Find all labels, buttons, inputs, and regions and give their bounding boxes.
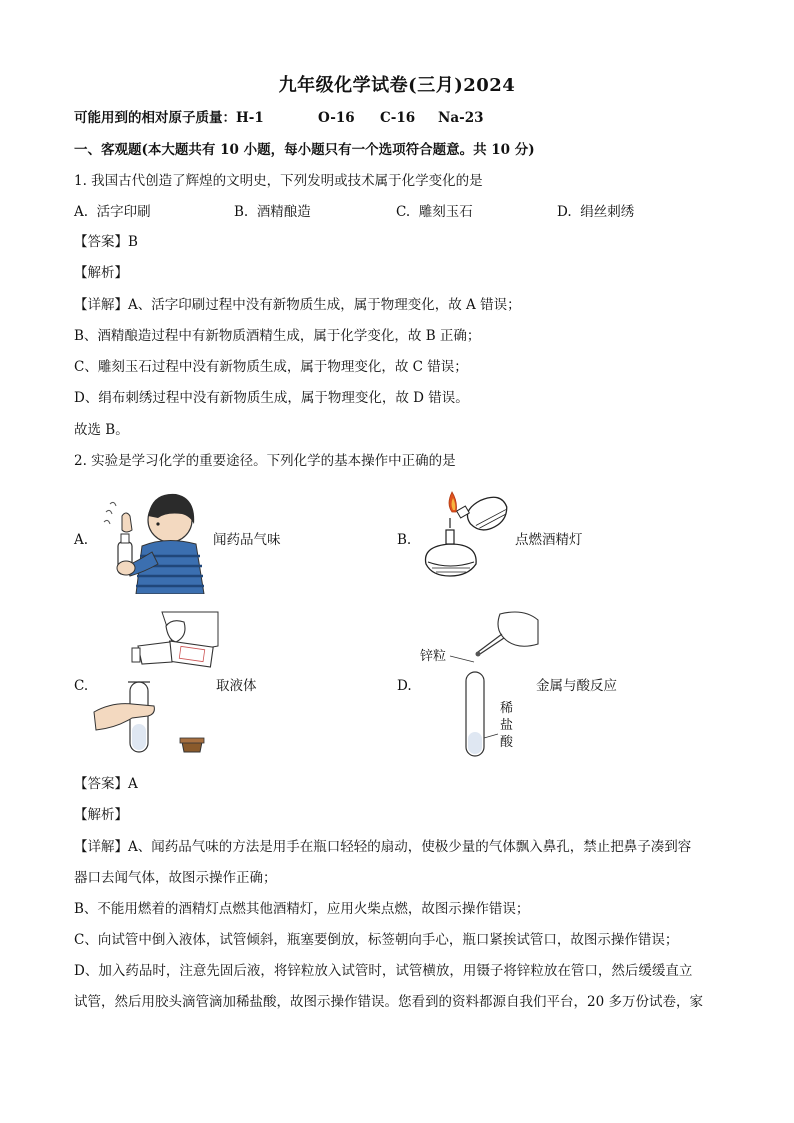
q2-option-b-caption: 点燃酒精灯 bbox=[515, 532, 583, 548]
q2-detail-line: B、不能用燃着的酒精灯点燃其他酒精灯，应用火柴点燃，故图示操作错误； bbox=[74, 901, 530, 917]
q2-analysis-label: 【解析】 bbox=[74, 807, 128, 823]
atomic-mass-c: C-16 bbox=[380, 110, 416, 126]
q2-option-d-letter: D. bbox=[397, 678, 412, 694]
q2-option-a-caption: 闻药品气味 bbox=[213, 532, 281, 548]
page-title: 九年级化学试卷(三月)2024 bbox=[278, 75, 516, 96]
q2-detail-line: D、加入药品时，注意先固后液，将锌粒放入试管时，试管横放，用镊子将锌粒放在管口，然后缓缓直立 bbox=[74, 963, 693, 979]
q1-detail-line: 【详解】A、活字印刷过程中没有新物质生成，属于物理变化，故 A 错误； bbox=[74, 297, 521, 313]
pouring-liquid-illustration bbox=[92, 606, 222, 766]
q2-stem: 2. 实验是学习化学的重要途径。下列化学的基本操作中正确的是 bbox=[74, 453, 456, 469]
q2-detail-line: 【详解】A、闻药品气味的方法是用手在瓶口轻轻的扇动，使极少量的气体飘入鼻孔，禁止把鼻子凑到容 bbox=[74, 839, 692, 855]
zinc-label: 锌粒 bbox=[420, 649, 447, 664]
q1-answer: 【答案】B bbox=[74, 234, 138, 250]
acid-label-char: 酸 bbox=[500, 735, 514, 750]
alcohol-lamp-illustration bbox=[412, 488, 520, 586]
q1-option-c: C. 雕刻玉石 bbox=[396, 204, 473, 220]
q1-analysis-label: 【解析】 bbox=[74, 265, 128, 281]
section-heading: 一、客观题(本大题共有 10 小题，每小题只有一个选项符合题意。共 10 分) bbox=[74, 142, 535, 158]
q2-option-b-letter: B. bbox=[397, 532, 412, 548]
acid-label-char: 稀 bbox=[500, 701, 514, 716]
q2-detail-line: 试管，然后用胶头滴管滴加稀盐酸，故图示操作错误。您看到的资料都源自我们平台，20 多万份试卷，家 bbox=[74, 994, 703, 1010]
smelling-chemical-illustration bbox=[96, 486, 212, 594]
q1-option-b: B. 酒精酿造 bbox=[234, 204, 311, 220]
atomic-mass-o: O-16 bbox=[318, 110, 355, 126]
q2-option-a-letter: A. bbox=[74, 532, 89, 548]
q2-option-d-caption: 金属与酸反应 bbox=[536, 678, 617, 694]
q1-detail-line: B、酒精酿造过程中有新物质酒精生成，属于化学变化，故 B 正确； bbox=[74, 328, 481, 344]
atomic-mass-na: Na-23 bbox=[438, 110, 484, 126]
q1-option-d: D. 绢丝刺绣 bbox=[557, 204, 635, 220]
atomic-mass-label: 可能用到的相对原子质量：H-1 bbox=[74, 110, 264, 126]
q2-option-c-letter: C. bbox=[74, 678, 89, 694]
q2-answer: 【答案】A bbox=[74, 776, 138, 792]
q2-detail-line: C、向试管中倒入液体，试管倾斜，瓶塞要倒放，标签朝向手心，瓶口紧挨试管口，故图示操作错误； bbox=[74, 932, 679, 948]
acid-label-char: 盐 bbox=[500, 718, 514, 733]
q2-option-c-caption: 取液体 bbox=[216, 678, 257, 694]
q1-stem: 1. 我国古代创造了辉煌的文明史，下列发明或技术属于化学变化的是 bbox=[74, 173, 483, 189]
q1-detail-line: C、雕刻玉石过程中没有新物质生成，属于物理变化，故 C 错误； bbox=[74, 359, 468, 375]
zinc-acid-reaction-illustration bbox=[414, 610, 544, 760]
q2-detail-line: 器口去闻气体，故图示操作正确； bbox=[74, 870, 277, 886]
q1-option-a: A. 活字印刷 bbox=[74, 204, 151, 220]
q1-conclusion: 故选 B。 bbox=[74, 422, 129, 438]
q1-detail-line: D、绢布刺绣过程中没有新物质生成，属于物理变化，故 D 错误。 bbox=[74, 390, 469, 406]
